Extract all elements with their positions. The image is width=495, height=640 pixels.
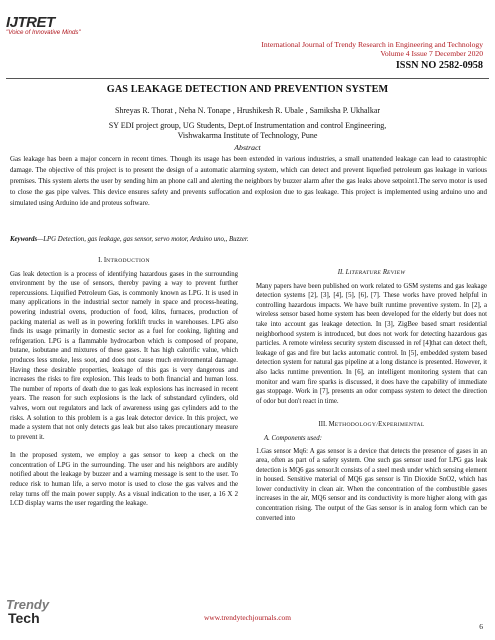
logo-text: IJTRET — [6, 14, 55, 31]
section-heading-methodology: III. METHODOLOGY/EXPERIMENTAL — [318, 421, 425, 429]
journal-volume: Volume 4 Issue 7 December 2020 — [380, 49, 483, 58]
affiliation-line-2: Vishwakarma Institute of Technology, Pune — [177, 131, 318, 140]
keywords — [10, 236, 487, 243]
keywords-label: Keywords — [10, 236, 38, 243]
subsection-components-used: A. Components used: — [264, 434, 322, 442]
abstract-heading: Abstract — [234, 143, 261, 152]
affiliation-line-1: SY EDI project group, UG Students, Dept.of Instrumentation and control Engineering, — [108, 121, 387, 130]
keywords-text: —LPG Detection, gas leakage, gas sensor, servo motor, Arduino uno,, Buzzer. — [37, 236, 249, 243]
footer-logo-word-2: Tech — [8, 610, 40, 626]
header-divider — [6, 78, 489, 79]
intro-paragraph-2: In the proposed system, we employ a gas sensor to keep a check on the concentration of LPG in the surrounding. The user and his neighbors are audibly notified about the leakage by buzzer and a warning message is sent to the user. To reduce risk to human life, a servo motor is used to close the gas valves and the relay turns off the main power supply. As a visual indication to the user, a 16 X 2 LCD display warns the user regarding the leakage. — [10, 452, 238, 508]
section-heading-literature-review: II. LITERATURE REVIEW — [337, 269, 406, 276]
left-column — [10, 256, 238, 518]
footer-url[interactable]: www.trendytechjournals.com — [204, 613, 291, 622]
journal-header — [183, 40, 483, 73]
paper-title: GAS LEAKAGE DETECTION AND PREVENTION SYSTEM — [106, 84, 389, 95]
abstract-text: Gas leakage has been a major concern in recent times. Though its usage has been extended in various industries, a small unattended leakage can lead to catastrophic damage. The objective of this project is to present the design of a automatic alarming system, which can detect and prevent liquefied petroleum gas leakage in various premises. This system alerts the user by sending him an phone call and alerting the neighbors by buzzer alarm after the gas leaks above setpoint1.The servo motor is used to close the gas pipe valves. This device ensures safety and prevents suffocation and explosion due to gas leakage. This project is implemented using arduino uno and simulated using Arduino ide and proteus software. — [10, 155, 487, 207]
logo-tagline: "Voice of Innovative Minds" — [6, 29, 81, 36]
right-column — [256, 268, 487, 532]
page-number: 6 — [479, 622, 483, 631]
intro-paragraph-1: Gas leak detection is a process of identifying hazardous gases in the surrounding environment by the use of sensors, thereby paving a way to prevent further repercussions. Liquified Petroleum Gas, is commonly known as LPG. It is used in many applications in the industrial sector namely in space and process-heating, powering industrial ovens, production of food, kilns, furnaces, production of packing material as well as in powering forklift trucks in warehouses. LPG also finds its usage primarily in domestic sector as a fuel for cooking, lighting and refrigeration. LPG is a flammable hydrocarbon which is composed of propane, butane, isobutane and mixtures of these gases. It has high calorific value, which produces less smoke, less soot, and does not cause much environmental damage. Having these desirable properties, leakage of this gas is very dangerous and increases the risks to fire explosion. This leads to both financial and human loss. The number of reports of death due to gas leak explosions has increased in recent years. The reason for such explosions is the lack of substandard cylinders, old valves, worn out regulators and lack of awareness using gas cylinders add to the risks. A solution to this problem is a gas leak detector device. In this project, we made a system that not only detects gas leak but also takes precautionary measure to prevent it. — [10, 270, 238, 441]
journal-logo — [6, 14, 126, 36]
journal-name: International Journal of Trendy Research in Engineering and Technology — [261, 40, 483, 49]
paper-authors: Shreyas R. Thorat , Neha N. Tonape , Hrushikesh R. Ubale , Samiksha P. Ukhalkar — [114, 106, 381, 115]
methodology-paragraph: 1.Gas sensor Mq6: A gas sensor is a device that detects the presence of gases in an area, often as part of a safety system. One such gas sensor used for LPG gas leak detection is MQ6 gas sensor.It consists of a steel mesh under which sensing element in housed. Sensitive material of MQ6 gas sensor is Tin Dioxide SnO2, which has lower conductivity in clean air. When the concentration of the combustible gases increases in the air, MQ6 sensor and its conductivity is more higher along with gas concentration rising. The output of the Gas sensor is in analog form which can be converted into — [256, 447, 487, 522]
footer-logo-word-1: Trendy — [6, 597, 50, 612]
section-heading-introduction: I. INTRODUCTION — [98, 257, 150, 264]
journal-issn: ISSN NO 2582-0958 — [395, 60, 483, 71]
literature-paragraph: Many papers have been published on work related to GSM systems and gas leakage detection systems [2], [3], [4], [5], [6], [7]. These works have proved helpful in controlling hazardous impacts. We have built runtime preventive system. In [2], a wireless sensor based home system has been developed for the elderly but does not take into account gas leakage detection. In [3], ZigBee based smart residential neighborhood system is introduced, but does not work for detecting hazardous gas particles. A remote wireless security system discussed in ref [4]that can detect theft, leakage of gas and fire but lacks automatic control. In [5], embedded system based detection system for natural gas pipeline at a long distance is presented. However, it also lacks runtime prevention. In [6], an intelligent monitoring system that can monitor and warn fire sparks is discussed, it does have the capability of immediate gas stoppage. Work in [7], presents an odor compass system to detect the direction of odor but don't react in time. — [256, 282, 487, 405]
